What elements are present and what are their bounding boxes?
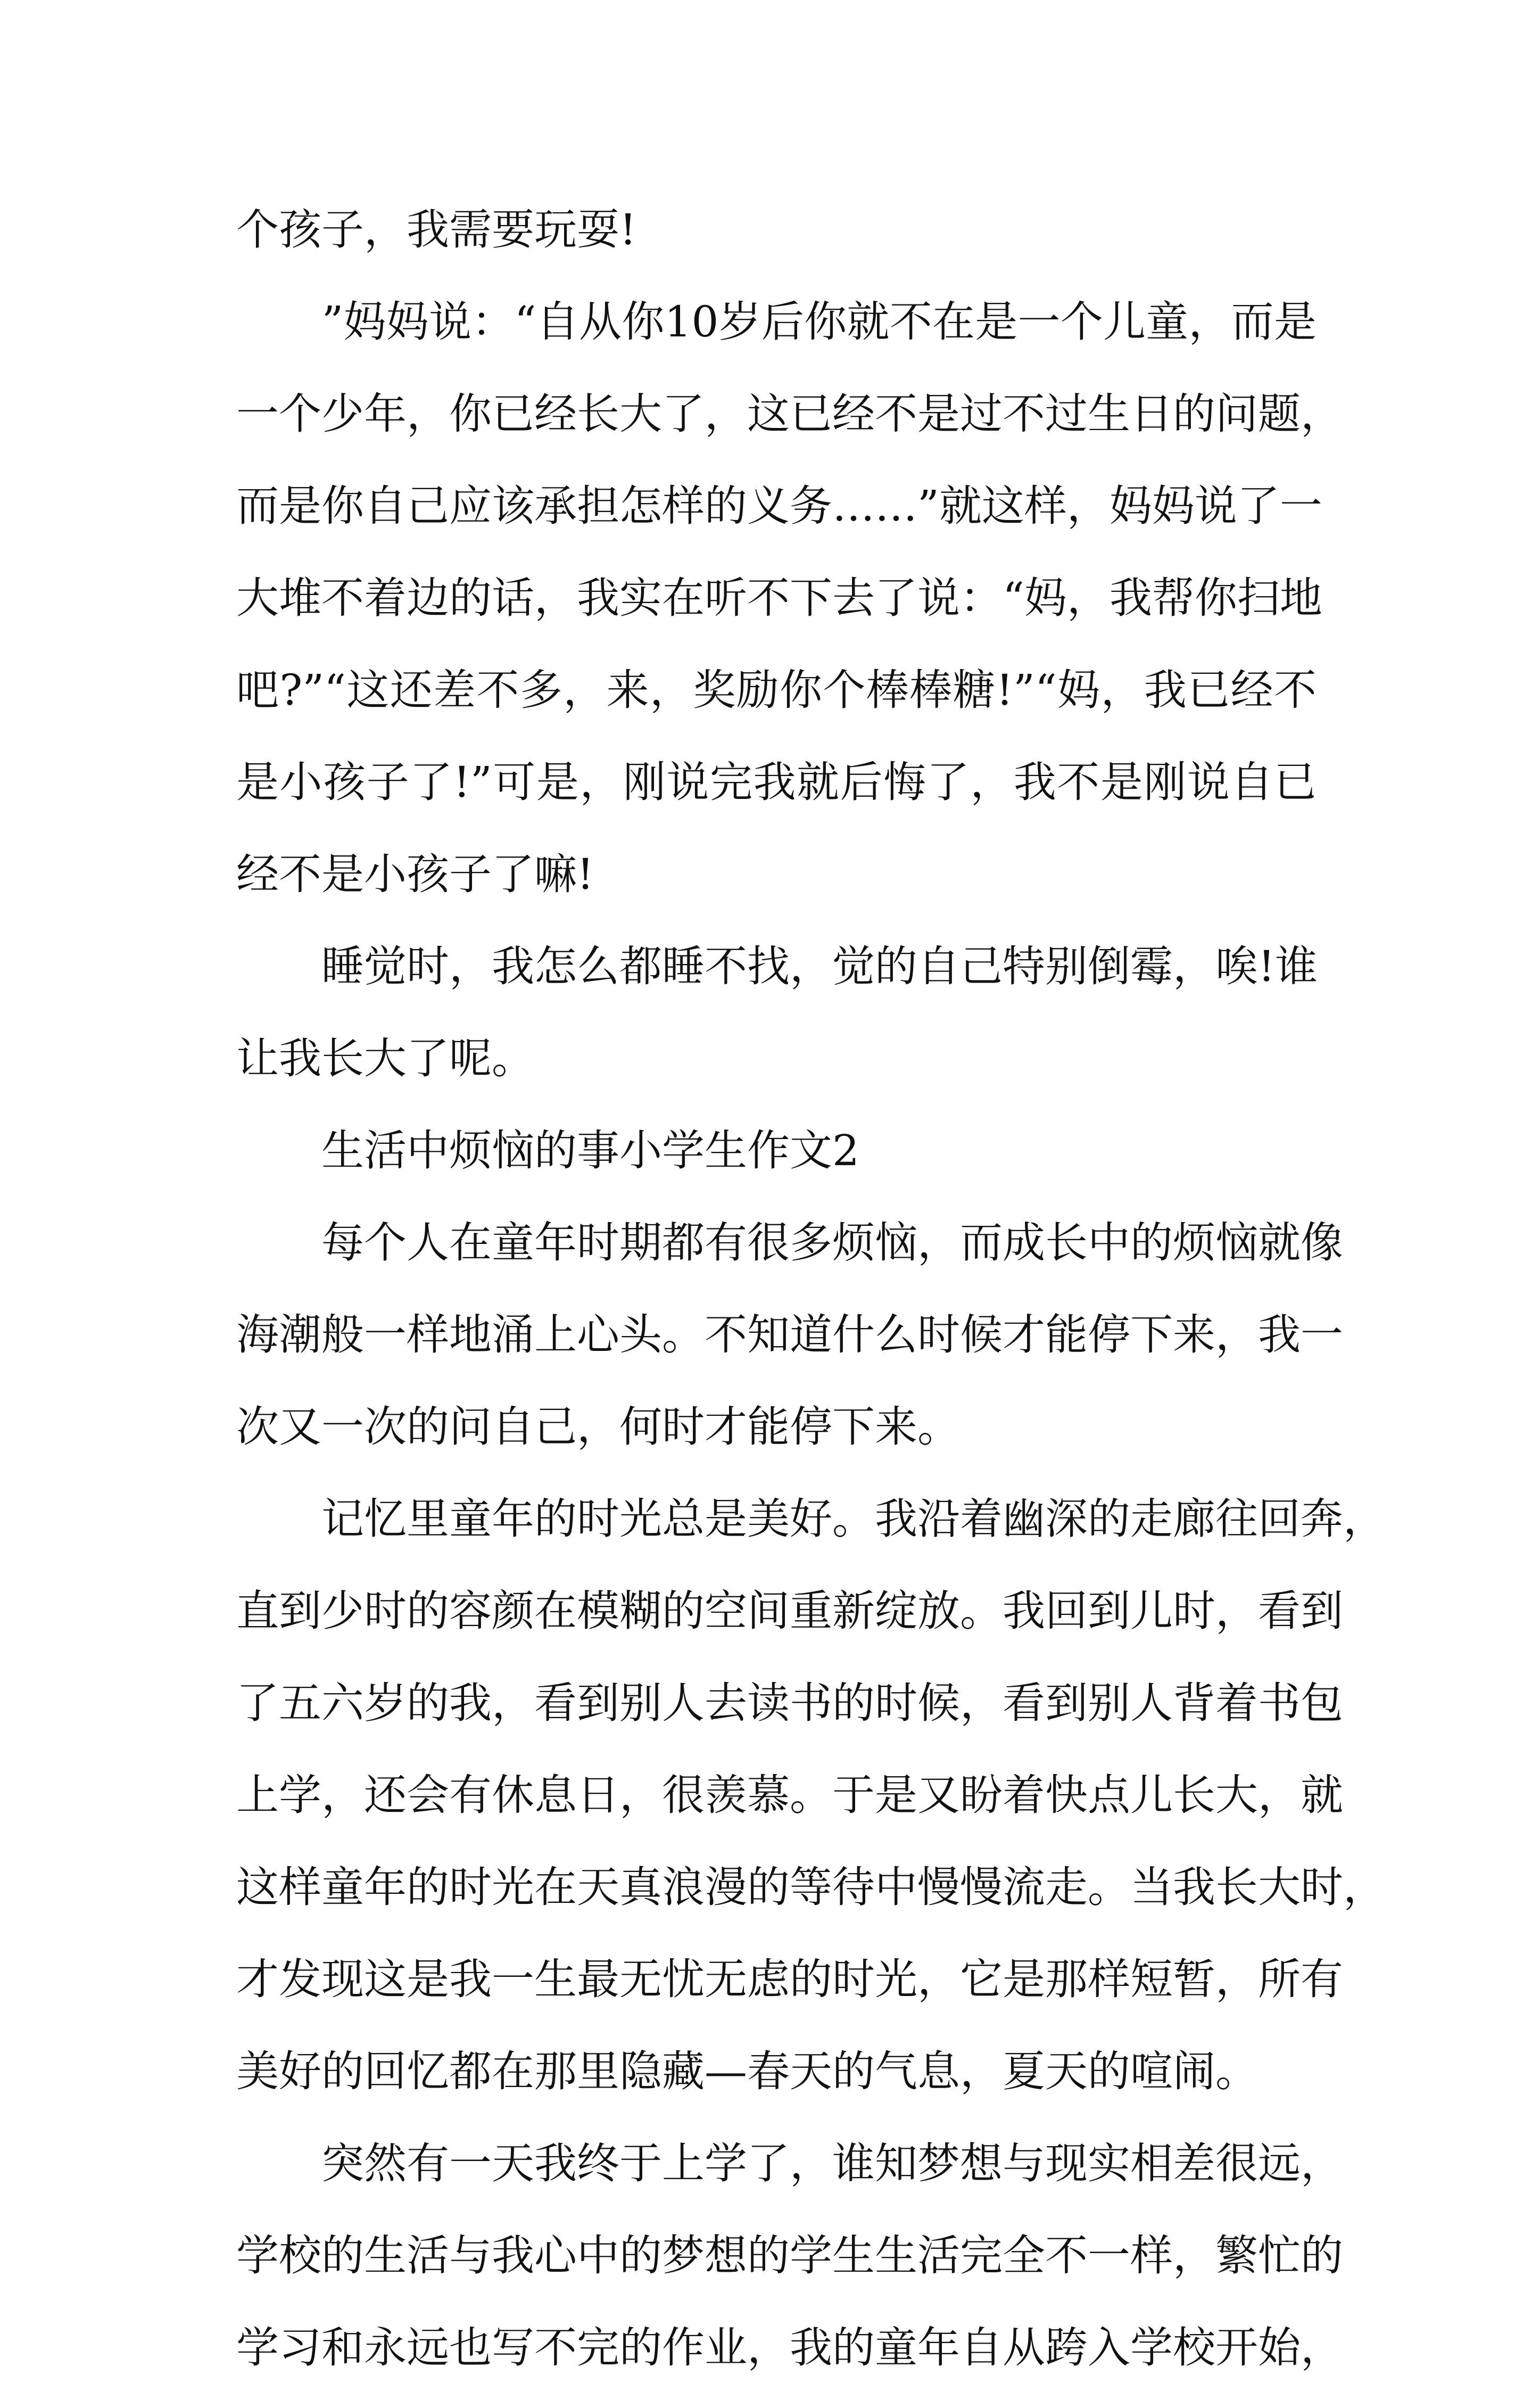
text-line: 是小孩子了!”可是，刚说完我就后悔了，我不是刚说自已 [236,757,1317,807]
text-line: 美好的回忆都在那里隐藏—春天的气息，夏天的喧闹。 [236,2047,1258,2096]
text-line: 海潮般一样地涌上心头。不知道什么时候才能停下来，我一 [236,1310,1343,1359]
text-line: 个孩子，我需要玩耍! [236,205,637,254]
text-line: ”妈妈说：“自从你10岁后你就不在是一个儿童，而是 [236,297,1317,347]
text-line: 一个少年，你已经长大了，这已经不是过不过生日的问题， [236,389,1343,439]
text-line: 才发现这是我一生最无忧无虑的时光，它是那样短暂，所有 [236,1955,1343,2004]
text-line: 吧?”“这还差不多，来，奖励你个棒棒糖!”“妈，我已经不 [236,665,1317,715]
text-line: 突然有一天我终于上学了，谁知梦想与现实相差很远， [236,2139,1343,2188]
text-line: 学习和永远也写不完的作业，我的童年自从跨入学校开始， [236,2323,1343,2372]
text-line: 学校的生活与我心中的梦想的学生生活完全不一样，繁忙的 [236,2231,1343,2280]
text-line: 上学，还会有休息日，很羡慕。于是又盼着快点儿长大，就 [236,1770,1343,1820]
text-line: 睡觉时，我怎么都睡不找，觉的自己特别倒霉，唉!谁 [236,942,1318,991]
text-line: 让我长大了呢。 [236,1034,534,1083]
text-line: 直到少时的容颜在模糊的空间重新绽放。我回到儿时，看到 [236,1586,1343,1636]
text-line: 经不是小孩子了嘛! [236,850,594,899]
section-heading: 生活中烦恼的事小学生作文2 [236,1126,859,1175]
text-line: 这样童年的时光在天真浪漫的等待中慢慢流走。当我长大时， [236,1862,1386,1912]
text-line: 次又一次的问自己，何时才能停下来。 [236,1402,960,1452]
text-line: 而是你自己应该承担怎样的义务……”就这样，妈妈说了一 [236,481,1322,531]
essay-text-block [236,198,1386,2408]
text-line: 每个人在童年时期都有很多烦恼，而成长中的烦恼就像 [236,1218,1343,1267]
text-line: 记忆里童年的时光总是美好。我沿着幽深的走廊往回奔， [236,1494,1386,1544]
text-line: 大堆不着边的话，我实在听不下去了说：“妈，我帮你扫地 [236,573,1322,623]
text-line: 了五六岁的我，看到别人去读书的时候，看到别人背着书包 [236,1678,1343,1728]
